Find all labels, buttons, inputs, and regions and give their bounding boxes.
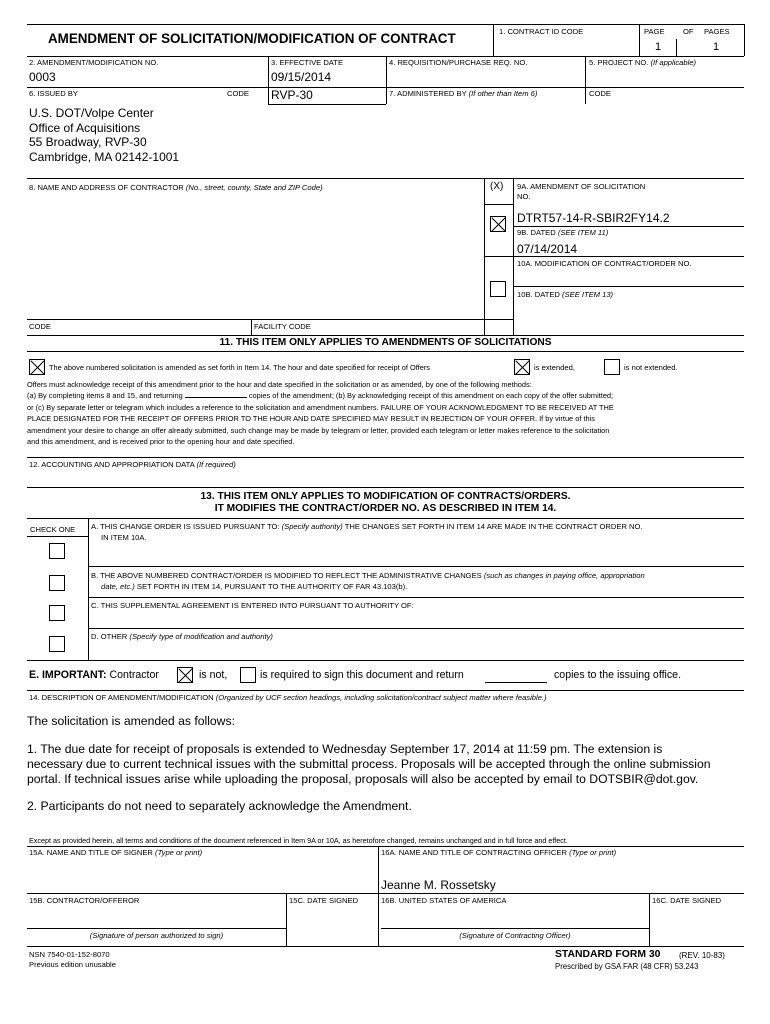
issuer-line: U.S. DOT/Volpe Center <box>29 106 154 120</box>
admin-code-label: CODE <box>589 89 611 98</box>
contractor-label: 8. NAME AND ADDRESS OF CONTRACTOR (No., street, county, State and ZIP Code) <box>29 183 323 192</box>
item-9a-value: DTRT57-14-R-SBIR2FY14.2 <box>517 211 670 225</box>
item-13-heading: 13. THIS ITEM ONLY APPLIES TO MODIFICATION OF CONTRACTS/ORDERS. IT MODIFIES THE CONTRACT/ORDER NO. AS DESCRIBED IN ITEM 14. <box>200 491 571 514</box>
item-13b-text: B. THE ABOVE NUMBERED CONTRACT/ORDER IS MODIFIED TO REFLECT THE ADMINISTRATIVE CHANGES (such as changes in paying office, appropriation date, etc.) SET FORTH IN ITEM 14, PURSUANT TO THE AUTHORITY OF FAR 43.103(b). <box>91 571 645 591</box>
issued-by-label: 6. ISSUED BY <box>29 89 78 98</box>
standard-form-name: STANDARD FORM 30 <box>555 949 661 960</box>
page-label: PAGE <box>644 27 665 36</box>
facility-code-label: FACILITY CODE <box>254 322 311 331</box>
x-column-header: (X) <box>490 181 504 192</box>
issuer-line: Cambridge, MA 02142-1001 <box>29 149 180 164</box>
issuer-line: Office of Acquisitions <box>29 120 141 135</box>
amendment-intro: The solicitation is amended as follows: <box>27 714 235 728</box>
copies-label: copies to the issuing office. <box>554 669 682 681</box>
united-states-label: 16B. UNITED STATES OF AMERICA <box>381 896 507 905</box>
item-11-heading: 11. THIS ITEM ONLY APPLIES TO AMENDMENTS OF SOLICITATIONS <box>219 337 552 348</box>
administered-by-label: 7. ADMINISTERED BY (If other than Item 6) <box>389 89 538 98</box>
contractor-date-label: 15C. DATE SIGNED <box>289 896 359 905</box>
form-title: AMENDMENT OF SOLICITATION/MODIFICATION OF CONTRACT <box>48 31 456 46</box>
requisition-label: 4. REQUISITION/PURCHASE REQ. NO. <box>389 58 528 67</box>
item-9a-label: 9A. AMENDMENT OF SOLICITATION NO. <box>517 182 646 201</box>
item-10b-label: 10B. DATED (SEE ITEM 13) <box>517 290 614 299</box>
except-statement: Except as provided herein, all terms and conditions of the document referenced in Item 9A or 10A, as heretofore changed, remains unchanged and in full force and effect. <box>29 836 568 845</box>
officer-signature-caption: (Signature of Contracting Officer) <box>459 931 571 940</box>
page-number: 1 <box>655 41 662 53</box>
item-10-checkbox[interactable] <box>490 281 506 297</box>
officer-name-label: 16A. NAME AND TITLE OF CONTRACTING OFFICER (Type or print) <box>381 848 617 857</box>
amendment-no-label: 2. AMENDMENT/MODIFICATION NO. <box>29 58 159 67</box>
contractor-offeror-label: 15B. CONTRACTOR/OFFEROR <box>29 896 140 905</box>
item-11-instructions: Offers must acknowledge receipt of this amendment prior to the hour and date specified in the solicitation or as amended, by one of the following methods: (a) By completing items 8 and 15, and returning copies of the amendment; (b) By acknowledging receipt of this amendment on each copy of the offer submitted; or (c) By separate letter or telegram which includes a reference to the solicitation and amendment numbers. FAILURE OF YOUR ACKNOWLEDGMENT TO BE RECEIVED AT THE PLACE DESIGNATED FOR THE RECEIPT OF OFFERS PRIOR TO THE HOUR AND DATE SPECIFIED MAY RESULT IN REJECTION OF YOUR OFFER. If by virtue of this amendment your desire to change an offer already submitted, such change may be made by telegram or letter, provided each telegram or letter makes reference to the solicitation and this amendment, and is received prior to the opening hour and date specified. <box>27 380 614 447</box>
prescribed-by: Prescribed by GSA FAR (48 CFR) 53.243 <box>555 962 699 971</box>
item-13b-checkbox[interactable] <box>49 575 65 591</box>
not-extended-label: is not extended. <box>624 363 678 372</box>
is-extended-label: is extended, <box>534 363 575 372</box>
amendment-no-value: 0003 <box>29 70 56 84</box>
issuer-line: 55 Broadway, RVP-30 <box>29 135 147 150</box>
offers-amended-checkbox[interactable] <box>29 359 45 375</box>
item-9-checkbox[interactable] <box>490 216 506 232</box>
is-not-label: is not, <box>199 669 228 681</box>
contract-id-label: 1. CONTRACT ID CODE <box>499 27 584 36</box>
project-no-label: 5. PROJECT NO. (If applicable) <box>589 58 697 67</box>
contractor-code-label: CODE <box>29 322 51 331</box>
amendment-paragraph-2: 2. Participants do not need to separately acknowledge the Amendment. <box>27 799 412 813</box>
amendment-paragraph-1: 1. The due date for receipt of proposals is extended to Wednesday September 17, 2014 at 11:59 pm. The extension is necessary due to current technical issues with the submittal process. Proposals will be accepted through the online submission portal. If technical issues arise while uploading the proposal, proposals will also be accepted by email to DOTSBIR@dot.gov. <box>27 742 711 786</box>
officer-date-label: 16C. DATE SIGNED <box>652 896 722 905</box>
check-one-label: CHECK ONE <box>30 525 76 534</box>
item-13c-checkbox[interactable] <box>49 605 65 621</box>
signer-name-label: 15A. NAME AND TITLE OF SIGNER (Type or print) <box>29 848 203 857</box>
item-13d-text: D. OTHER (Specify type of modification and authority) <box>91 632 273 641</box>
item-11-line1: The above numbered solicitation is amended as set forth in Item 14. The hour and date specified for receipt of Offers <box>49 363 430 372</box>
officer-name: Jeanne M. Rossetsky <box>381 878 496 892</box>
item-12-label: 12. ACCOUNTING AND APPROPRIATION DATA (If required) <box>29 460 236 469</box>
nsn-number: NSN 7540-01-152-8070 <box>29 950 110 959</box>
pages-total: 1 <box>713 41 720 53</box>
pages-label: PAGES <box>704 27 730 36</box>
item-13a-checkbox[interactable] <box>49 543 65 559</box>
item-9b-value: 07/14/2014 <box>517 242 578 256</box>
is-required-checkbox[interactable] <box>240 667 256 683</box>
issued-code-value: RVP-30 <box>271 88 313 102</box>
issued-code-label: CODE <box>227 89 249 98</box>
item-9b-label: 9B. DATED (SEE ITEM 11) <box>517 228 609 237</box>
effective-date-value: 09/15/2014 <box>271 70 332 84</box>
item-14-label: 14. DESCRIPTION OF AMENDMENT/MODIFICATION (Organized by UCF section headings, including solicitation/contract subject matter where feasible.) <box>29 693 547 702</box>
important-row: E. IMPORTANT: Contractor <box>29 669 159 681</box>
is-extended-checkbox[interactable] <box>514 359 530 375</box>
of-label: OF <box>683 27 694 36</box>
is-required-label: is required to sign this document and return <box>260 669 464 681</box>
item-10a-label: 10A. MODIFICATION OF CONTRACT/ORDER NO. <box>517 259 692 268</box>
form-revision: (REV. 10-83) <box>679 951 725 960</box>
item-13a-text: A. THIS CHANGE ORDER IS ISSUED PURSUANT TO: (Specify authority) THE CHANGES SET FORTH IN ITEM 14 ARE MADE IN THE CONTRACT ORDER NO. IN ITEM 10A. <box>91 522 643 542</box>
not-extended-checkbox[interactable] <box>604 359 620 375</box>
effective-date-label: 3. EFFECTIVE DATE <box>271 58 344 67</box>
item-13d-checkbox[interactable] <box>49 636 65 652</box>
previous-edition-note: Previous edition unusable <box>29 960 116 969</box>
is-not-checkbox[interactable] <box>177 667 193 683</box>
issuer-address <box>29 106 179 164</box>
item-13c-text: C. THIS SUPPLEMENTAL AGREEMENT IS ENTERED INTO PURSUANT TO AUTHORITY OF: <box>91 601 414 610</box>
contractor-signature-caption: (Signature of person authorized to sign) <box>89 931 224 940</box>
